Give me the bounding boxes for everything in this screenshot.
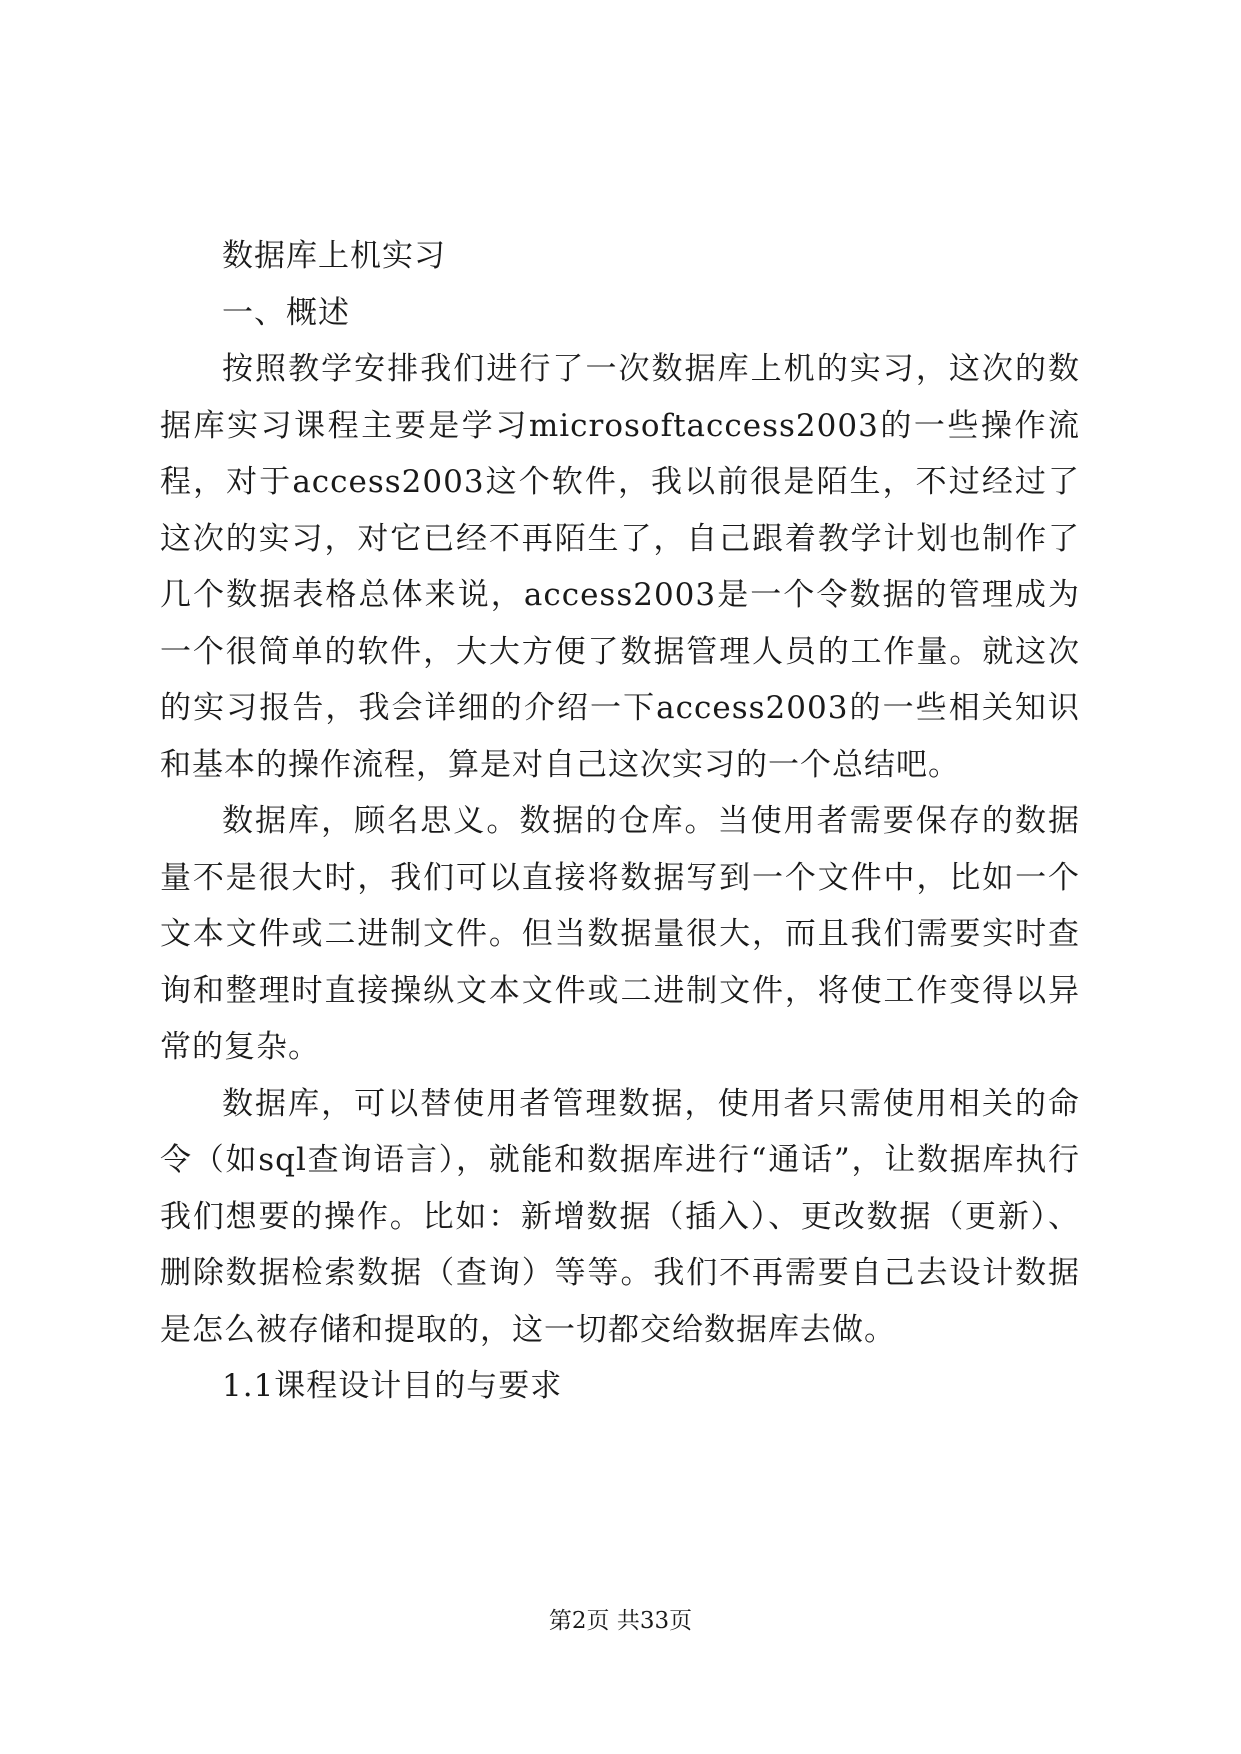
paragraph: 数据库，顾名思义。数据的仓库。当使用者需要保存的数据量不是很大时，我们可以直接将数据写到一个文件中，比如一个文本文件或二进制文件。但当数据量很大，而且我们需要实时查询和整理时直接操纵文本文件或二进制文件，将使工作变得以异常的复杂。 bbox=[160, 803, 1080, 1065]
subsection-heading: 1.1课程设计目的与要求 bbox=[222, 1368, 563, 1404]
paragraph: 数据库，可以替使用者管理数据，使用者只需使用相关的命令（如sql查询语言），就能和数据库进行“通话”，让数据库执行我们想要的操作。比如：新增数据（插入）、更改数据（更新）、删除数据检索数据（查询）等等。我们不再需要自己去设计数据是怎么被存储和提取的，这一切都交给数据库去做。 bbox=[160, 1085, 1080, 1348]
page-footer bbox=[0, 1606, 1241, 1636]
page-number: 第2页 共33页 bbox=[548, 1608, 693, 1634]
document-body bbox=[160, 228, 1080, 1415]
section-heading: 一、概述 bbox=[222, 294, 350, 331]
paragraph: 按照教学安排我们进行了一次数据库上机的实习，这次的数据库实习课程主要是学习microsoftaccess2003的一些操作流程，对于access2003这个软件，我以前很是陌生，不过经过了这次的实习，对它已经不再陌生了，自己跟着教学计划也制作了几个数据表格总体来说，access2003是一个令数据的管理成为一个很简单的软件，大大方便了数据管理人员的工作量。就这次的实习报告，我会详细的介绍一下access2003的一些相关知识和基本的操作流程，算是对自己这次实习的一个总结吧。 bbox=[160, 351, 1080, 783]
document-title: 数据库上机实习 bbox=[222, 238, 446, 274]
